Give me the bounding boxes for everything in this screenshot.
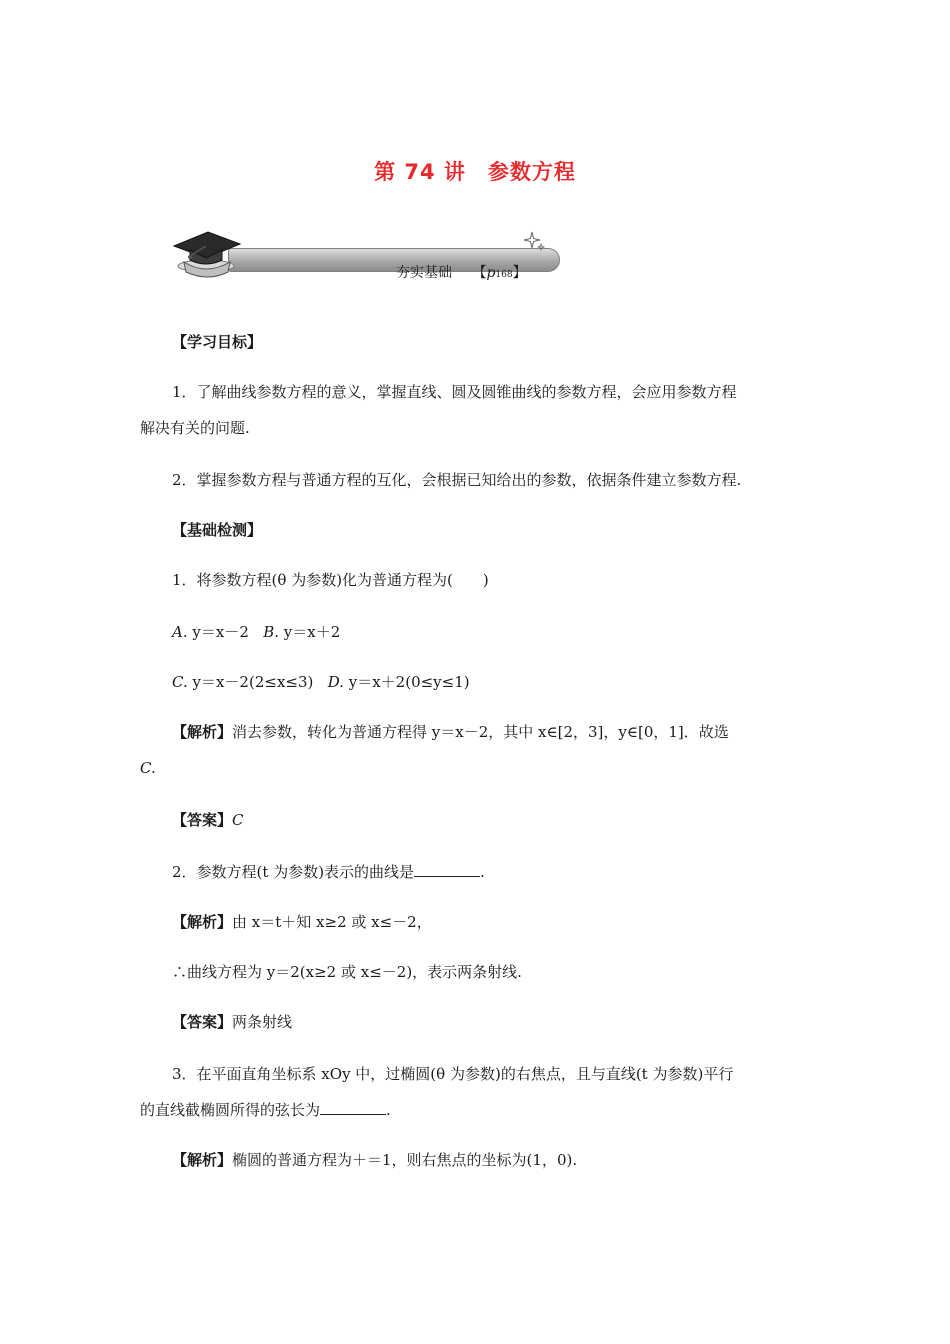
answer-heading: 【答案】 — [172, 811, 233, 829]
page-title — [0, 156, 950, 186]
objective-1-line2: 解决有关的问题. — [140, 419, 250, 437]
q2-answer — [172, 1004, 812, 1040]
solution-text: 椭圆的普通方程为＋＝1，则右焦点的坐标为(1，0). — [232, 1151, 578, 1169]
question-3-line1: 3．在平面直角坐标系 xOy 中，过椭圆(θ 为参数)的右焦点，且与直线(t 为参数)平行 — [172, 1065, 734, 1083]
banner-title: 夯实基础 — [396, 265, 452, 281]
solution-heading: 【解析】 — [172, 913, 233, 931]
answer-text: C — [232, 811, 244, 829]
q1-answer — [172, 802, 812, 838]
option-c-letter: C. — [172, 673, 188, 691]
banner-label — [396, 262, 527, 282]
lecture-topic: 参数方程 — [487, 160, 576, 184]
option-c: y＝x－2(2≤x≤3) — [192, 673, 314, 691]
lecture-number: 第 74 讲 — [374, 160, 466, 184]
question-1: 1．将参数方程(θ 为参数)化为普通方程为( ) — [172, 571, 489, 589]
question-2-end: . — [480, 863, 485, 881]
q1-options-ab — [172, 614, 812, 650]
section-banner — [170, 226, 550, 286]
ref-number: 168 — [495, 270, 513, 280]
option-a: y＝x－2 — [192, 623, 249, 641]
q2-solution — [172, 904, 812, 940]
answer-blank — [320, 1100, 386, 1115]
objectives-heading: 【学习目标】 — [172, 333, 263, 351]
graduation-cap-icon — [170, 226, 250, 282]
objective-2: 2．掌握参数方程与普通方程的互化，会根据已知给出的参数，依据条件建立参数方程. — [172, 471, 742, 489]
check-heading: 【基础检测】 — [172, 521, 263, 539]
option-d-letter: D. — [327, 673, 344, 691]
solution-heading: 【解析】 — [172, 723, 233, 741]
option-a-letter: A. — [172, 623, 188, 641]
question-2-text: 2．参数方程(t 为参数)表示的曲线是 — [172, 863, 415, 881]
option-d: y＝x＋2(0≤y≤1) — [348, 673, 470, 691]
ref-open: 【 — [472, 265, 487, 281]
option-b: y＝x＋2 — [283, 623, 341, 641]
answer-blank — [414, 862, 480, 877]
question-3-text: 的直线截椭圆所得的弦长为 — [140, 1101, 321, 1119]
q1-solution-line2: C. — [140, 759, 156, 777]
question-2 — [172, 854, 812, 890]
q1-options-cd — [172, 664, 812, 700]
sparkle-icon — [522, 230, 546, 254]
question-3-end: . — [386, 1101, 391, 1119]
ref-p: p — [486, 265, 496, 281]
page-reference — [472, 265, 526, 281]
q3-solution — [172, 1142, 812, 1178]
solution-text: 消去参数，转化为普通方程得 y＝x－2，其中 x∈[2，3]，y∈[0，1]．故选 — [232, 723, 729, 741]
answer-heading: 【答案】 — [172, 1013, 233, 1031]
q1-solution-line1 — [172, 714, 812, 750]
option-b-letter: B. — [263, 623, 279, 641]
solution-heading: 【解析】 — [172, 1151, 233, 1169]
question-3-line2 — [140, 1092, 780, 1128]
objective-1-line1: 1．了解曲线参数方程的意义，掌握直线、圆及圆锥曲线的参数方程，会应用参数方程 — [172, 383, 737, 401]
q2-solution-2: ∴曲线方程为 y＝2(x≥2 或 x≤－2)，表示两条射线. — [172, 963, 522, 981]
ref-close: 】 — [512, 265, 527, 281]
answer-text: 两条射线 — [232, 1013, 293, 1031]
solution-text: 由 x＝t＋知 x≥2 或 x≤－2， — [232, 913, 432, 931]
